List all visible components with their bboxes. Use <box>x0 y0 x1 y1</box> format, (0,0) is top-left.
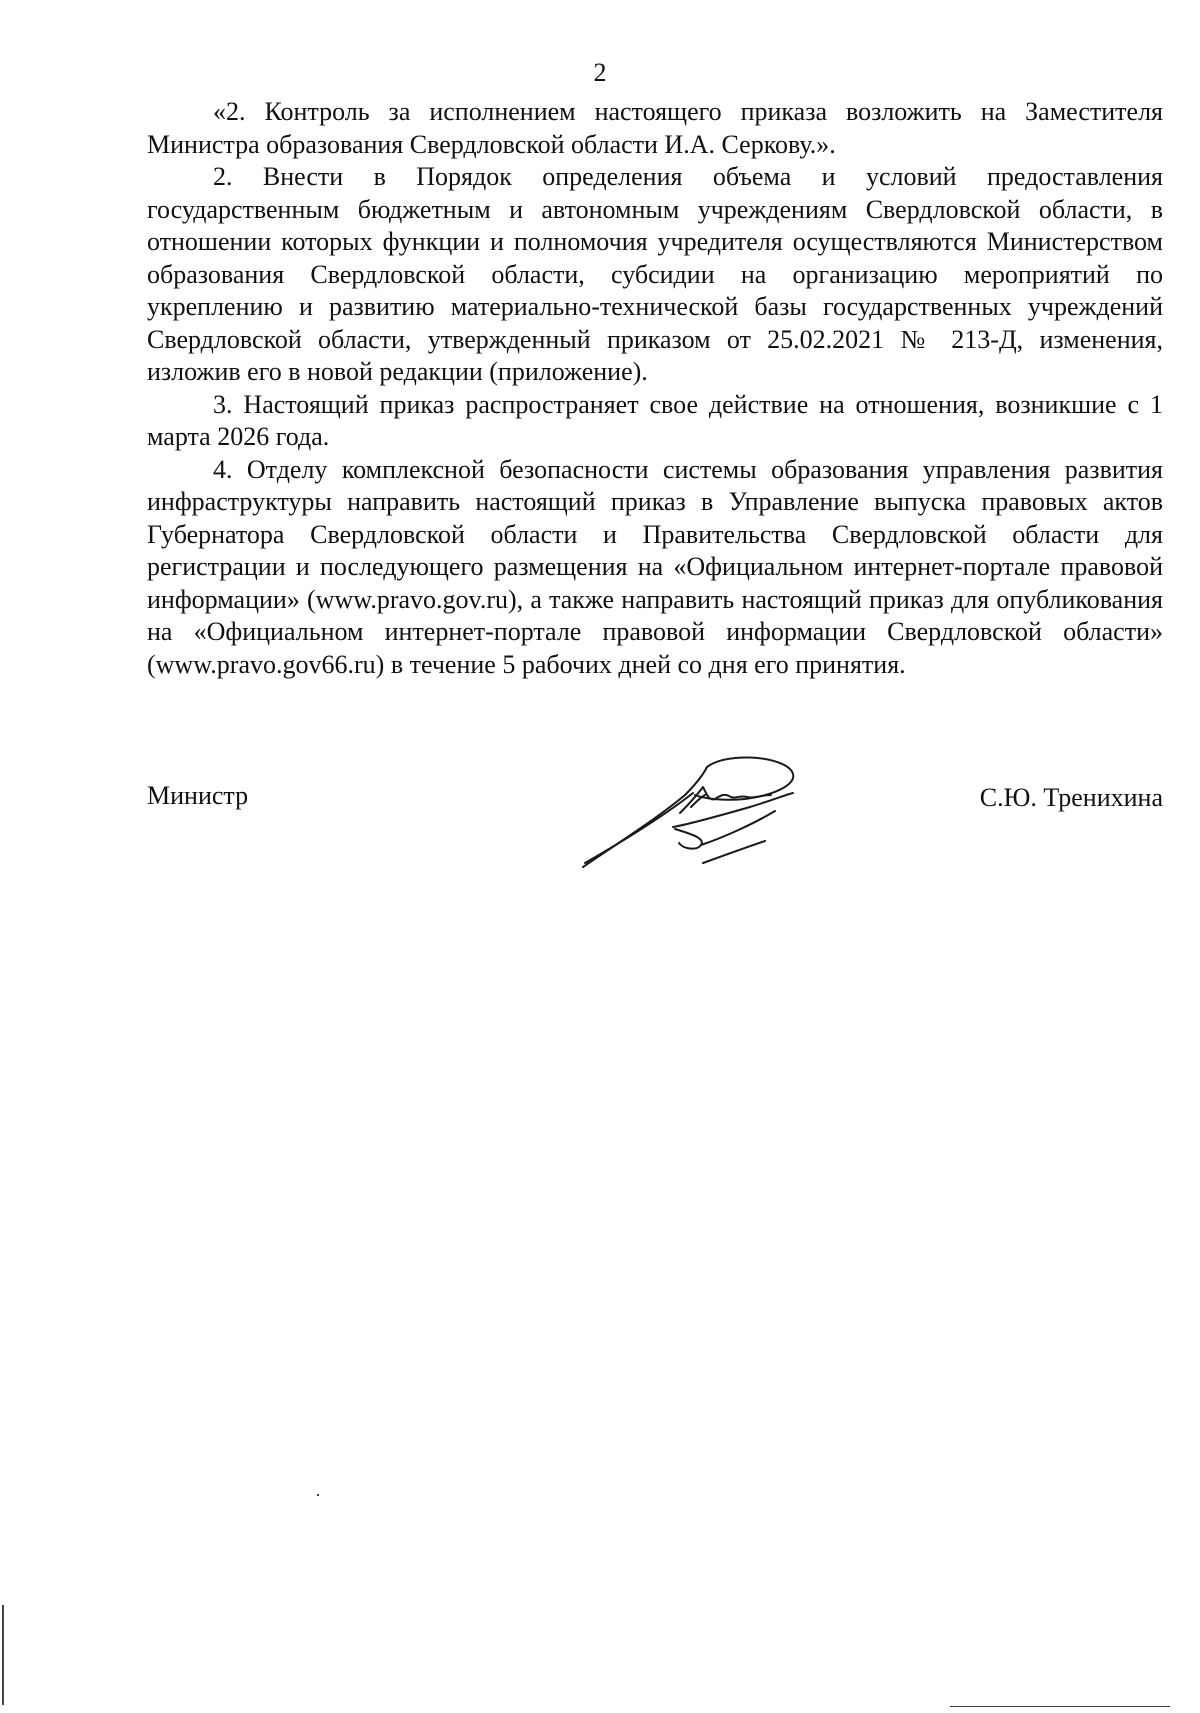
scan-dot <box>317 1494 319 1496</box>
signatory-name: С.Ю. Тренихина <box>979 783 1163 812</box>
paragraph-4-publication: 4. Отделу комплексной безопасности системы образования управления развития инфраструктуры направить настоящий приказ в Управление выпуска правовых актов Губернатора Свердловской области и Правительства Свердловской области для регистрации и последующего размещения на «Официальном интернет-портале правовой информации» (www.pravo.gov.ru), а также направить настоящий приказ для опубликования на «Официальном интернет-портале правовой информации Свердловской области» (www.pravo.gov66.ru) в течение 5 рабочих дней со дня его принятия. <box>147 454 1163 679</box>
paragraph-control-clause: «2. Контроль за исполнением настоящего приказа возложить на Заместителя Министра образования Свердловской области И.А. Серкову.». <box>147 97 1163 159</box>
signature-block <box>147 780 1163 820</box>
paragraph-2-amendments: 2. Внести в Порядок определения объема и условий предоставления государственным бюджетным и автономным учреждениям Свердловской области, в отношении которых функции и полномочия учредителя осуществляются Министерством образования Свердловской области, субсидии на организацию мероприятий по укреплению и развитию материально-технической базы государственных учреждений Свердловской области, утвержденный приказом от 25.02.2021 № 213-Д, изменения, изложив его в новой редакции (приложение). <box>147 162 1163 386</box>
document-body <box>147 96 1163 681</box>
page-number: 2 <box>593 58 607 87</box>
signatory-title: Министр <box>147 781 249 810</box>
scan-edge-line <box>2 1605 4 1705</box>
paragraph-3-effective-date: 3. Настоящий приказ распространяет свое действие на отношения, возникшие с 1 марта 2026 года. <box>147 389 1163 451</box>
scan-bottom-line <box>950 1706 1170 1707</box>
